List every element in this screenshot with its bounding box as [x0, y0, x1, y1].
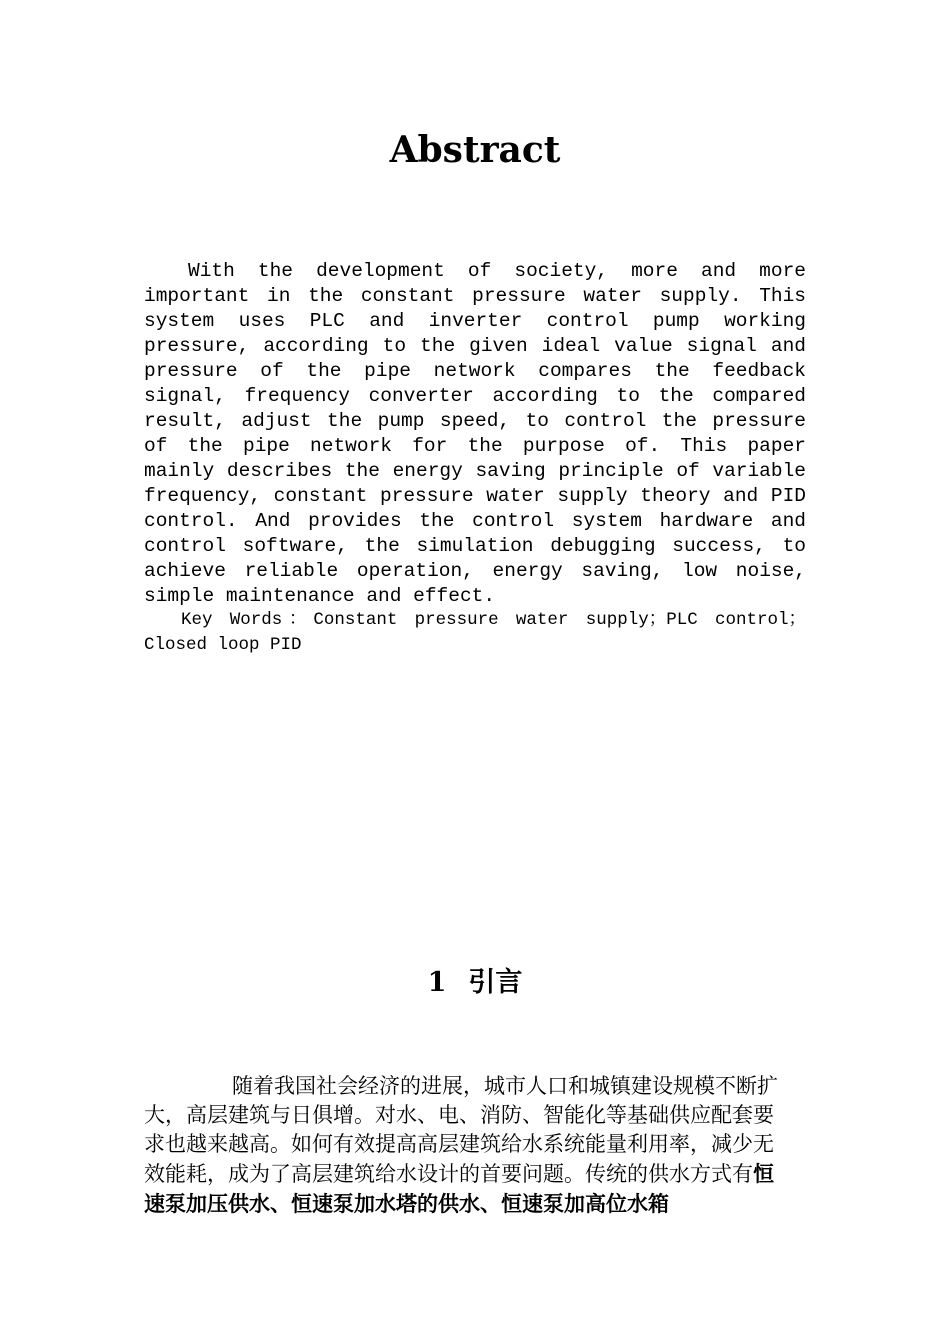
section-heading-introduction — [0, 965, 950, 1001]
introduction-text: 随着我国社会经济的进展，城市人口和城镇建设规模不断扩大，高层建筑与日俱增。对水、电、消防、智能化等基础供应配套要求也越来越高。如何有效提高高层建筑给水系统能量利用率，减少无效能耗，成为了高层建筑给水设计的首要问题。传统的供水方式有 — [144, 1074, 778, 1186]
section-title-text: 引言 — [468, 967, 523, 998]
keywords-line: Key Words：Constant pressure water supply；PLC control；Closed loop PID — [144, 610, 806, 655]
abstract-paragraph: With the development of society, more and more important in the constant pressure water supply. This system uses PLC and inverter control pump working pressure, according to the given ideal value signal and pressure of the pipe network compares the feedback signal, frequency converter according to the compared result, adjust the pump speed, to control the pressure of the pipe network for the purpose of. This paper mainly describes the energy saving principle of variable frequency, constant pressure water supply theory and PID control. And provides the control system hardware and control software, the simulation debugging success, to achieve reliable operation, energy saving, low noise, simple maintenance and effect. — [144, 260, 806, 607]
section-number: 1 — [427, 967, 447, 998]
introduction-paragraph — [144, 1072, 794, 1219]
abstract-heading: Abstract — [389, 129, 561, 171]
introduction-bold-text: 恒速泵加压供水、恒速泵加水塔的供水、恒速泵加高位水箱 — [144, 1161, 774, 1216]
